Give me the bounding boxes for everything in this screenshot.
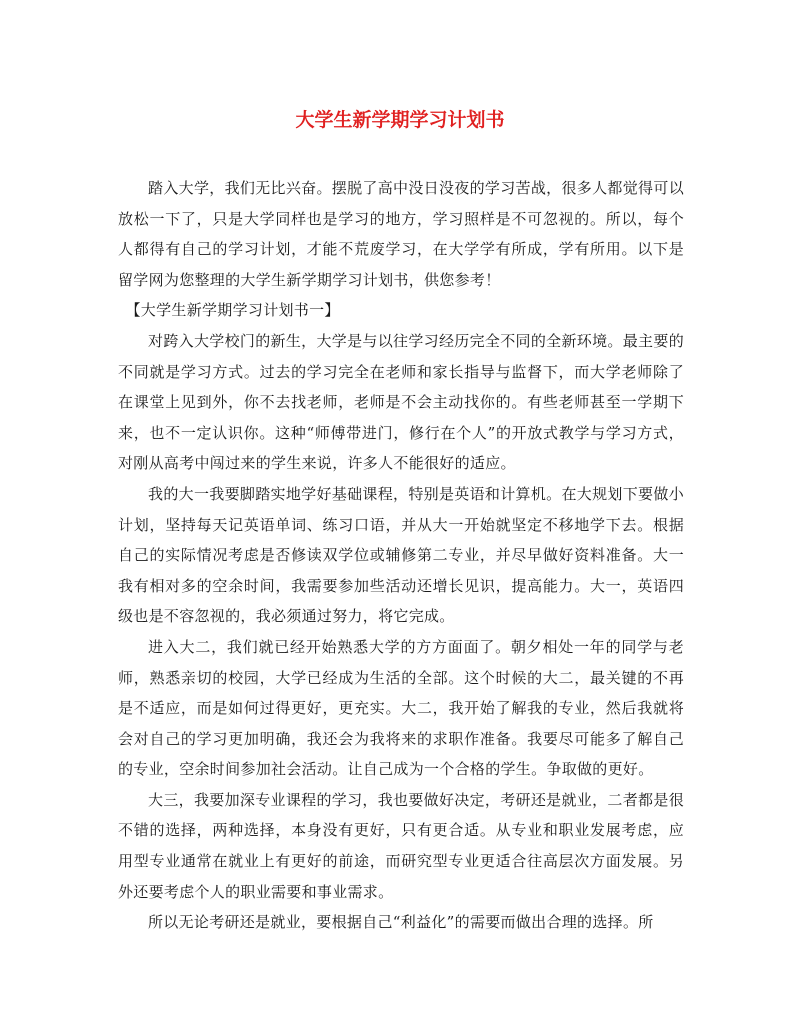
body-paragraph-4: 大三，我要加深专业课程的学习，我也要做好决定，考研还是就业，二者都是很不错的选择，两种选择，本身没有更好，只有更合适。从专业和职业发展考虑，应用型专业通常在就业上有更好的前途，而研究型专业更适合往高层次方面发展。另外还要考虑个人的职业需要和事业需求。	[118, 790, 684, 901]
body-paragraph-2: 我的大一我要脚踏实地学好基础课程，特别是英语和计算机。在大规划下要做小计划，坚持每天记英语单词、练习口语，并从大一开始就坚定不移地学下去。根据自己的实际情况考虑是否修读双学位或辅修第二专业，并尽早做好资料准备。大一我有相对多的空余时间，我需要参加些活动还增长见识，提高能力。大一，英语四级也是不容忽视的，我必须通过努力，将它完成。	[118, 484, 684, 626]
intro-paragraph: 踏入大学，我们无比兴奋。摆脱了高中没日没夜的学习苦战，很多人都觉得可以放松一下了，只是大学同样也是学习的地方，学习照样是不可忽视的。所以，每个人都得有自己的学习计划，才能不荒废学习，在大学学有所成，学有所用。以下是留学网为您整理的大学生新学期学习计划书，供您参考！	[118, 179, 684, 289]
body-paragraph-5: 所以无论考研还是就业，要根据自己“利益化”的需要而做出合理的选择。所	[148, 913, 654, 932]
body-paragraph-3: 进入大二，我们就已经开始熟悉大学的方方面面了。朝夕相处一年的同学与老师，熟悉亲切的校园，大学已经成为生活的全部。这个时候的大二，最关键的不再是不适应，而是如何过得更好，更充实。大二，我开始了解我的专业，然后我就将会对自己的学习更加明确，我还会为我将来的求职作准备。我要尽可能多了解自己的专业，空余时间参加社会活动。让自己成为一个合格的学生。争取做的更好。	[118, 637, 684, 779]
body-paragraph-1: 对跨入大学校门的新生，大学是与以往学习经历完全不同的全新环境。最主要的不同就是学习方式。过去的学习完全在老师和家长指导与监督下，而大学老师除了在课堂上见到外，你不去找老师，老师是不会主动找你的。有些老师甚至一学期下来，也不一定认识你。这种“师傅带进门，修行在个人”的开放式教学与学习方式，对刚从高考中闯过来的学生来说，许多人不能很好的适应。	[118, 331, 684, 473]
section-heading: 【大学生新学期学习计划书一】	[125, 301, 340, 320]
document-title: 大学生新学期学习计划书	[295, 109, 505, 131]
document-body	[118, 173, 684, 938]
